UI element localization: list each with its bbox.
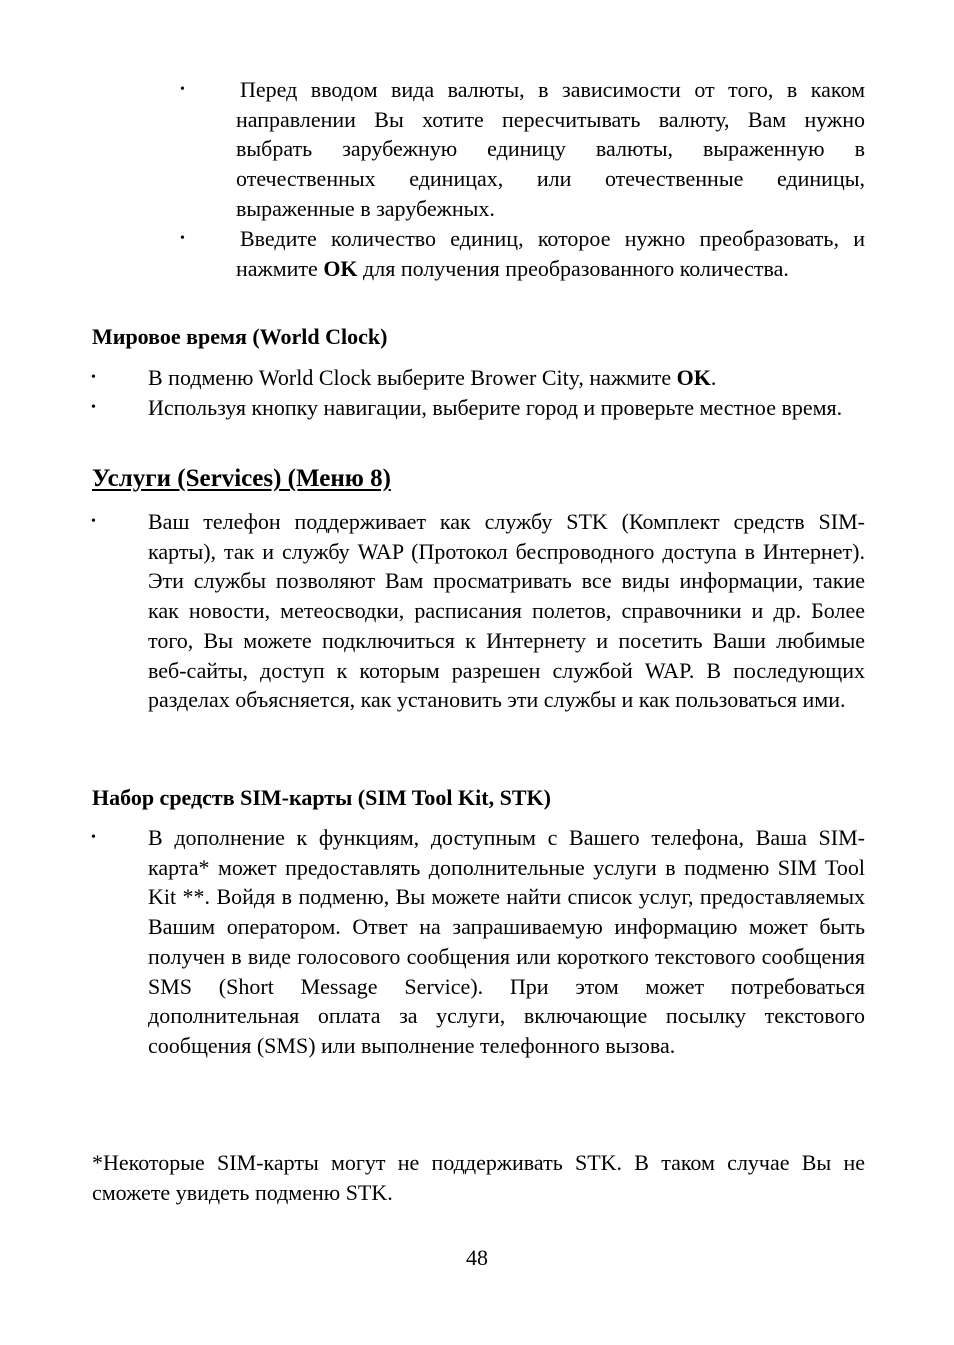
section-heading-world-clock: Мировое время (World Clock) xyxy=(92,324,388,349)
list-item xyxy=(91,507,865,715)
list-item xyxy=(91,823,865,1061)
page-number: 48 xyxy=(466,1245,488,1270)
ok-key-label: OK xyxy=(676,365,711,390)
bullet-icon: • xyxy=(180,82,185,97)
bullet-icon: • xyxy=(180,231,185,246)
list-item xyxy=(91,363,865,393)
list-item-text: Перед вводом вида валюты, в зависимости от того, в каком направлении Вы хотите пересчитывать валюту, Вам нужно выбрать зарубежную единицу валюты, выраженную в отечественных единицах, или отечественные единицы, выраженные в зарубежных. xyxy=(236,77,865,221)
list-item-text: Используя кнопку навигации, выберите город и проверьте местное время. xyxy=(148,395,843,420)
list-item-text: Введите количество единиц, которое нужно преобразовать, и нажмите OK для получения преобразованного количества. xyxy=(236,226,865,281)
section-heading-services: Услуги (Services) (Меню 8) xyxy=(92,465,391,492)
list-item-text: В дополнение к функциям, доступным с Вашего телефона, Ваша SIM-карта* может предоставлять дополнительные услуги в подменю SIM Tool Kit **. Войдя в подменю, Вы можете найти список услуг, предоставляемых Вашим оператором. Ответ на запрашиваемую информацию может быть получен в виде голосового сообщения или короткого текстового сообщения SMS (Short Message Service). При этом может потребоваться дополнительная оплата за услуги, включающие посылку текстового сообщения (SMS) или выполнение телефонного вызова. xyxy=(148,825,865,1058)
list-item-text: Ваш телефон поддерживает как службу STK (Комплект средств SIM-карты), так и службу WAP (Протокол беспроводного доступа в Интернет). Эти службы позволяют Вам просматривать все виды информации, такие как новости, метеосводки, расписания полетов, справочники и др. Более того, Вы можете подключиться к Интернету и посетить Ваши любимые веб-сайты, доступ к которым разрешен службой WAP. В последующих разделах объясняется, как установить эти службы и как пользоваться ими. xyxy=(148,509,865,713)
bullet-icon: • xyxy=(91,514,96,529)
list-item xyxy=(180,224,865,283)
bullet-icon: • xyxy=(91,400,96,415)
ok-key-label: OK xyxy=(323,255,358,281)
list-item xyxy=(180,75,865,224)
section-heading-stk: Набор средств SIM-карты (SIM Tool Kit, STK) xyxy=(92,785,551,810)
bullet-icon: • xyxy=(91,370,96,385)
bullet-icon: • xyxy=(91,830,96,845)
list-item xyxy=(91,393,865,423)
footnote: *Некоторые SIM-карты могут не поддерживать STK. В таком случае Вы не сможете увидеть подменю STK. xyxy=(92,1150,865,1205)
list-item-text: В подменю World Clock выберите Brower City, нажмите OK. xyxy=(148,365,717,390)
